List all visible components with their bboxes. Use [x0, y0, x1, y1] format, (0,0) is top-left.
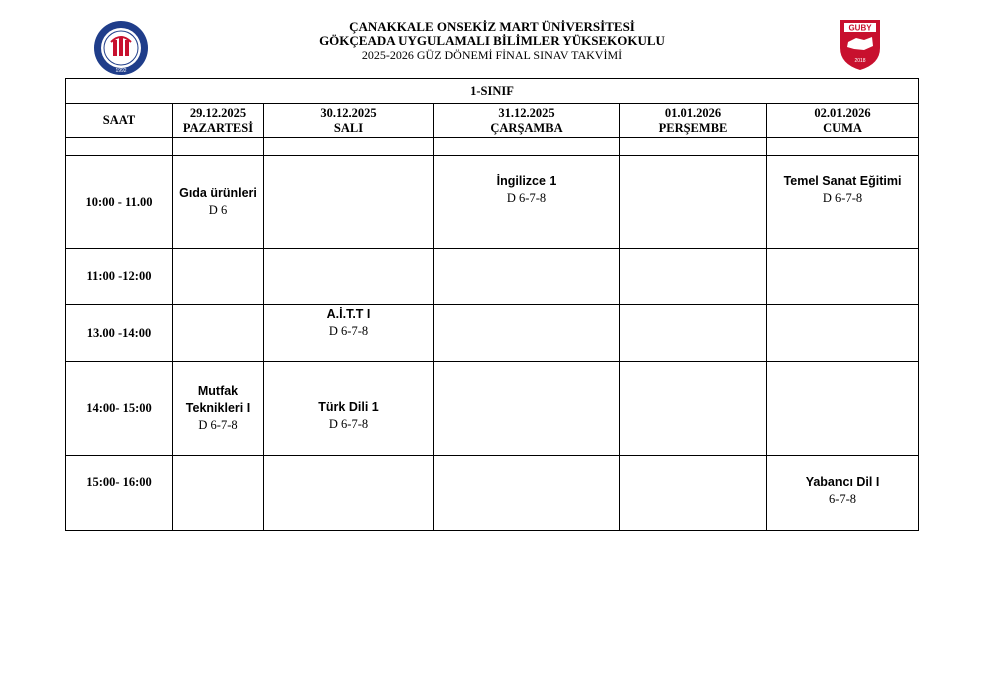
- course-name: Temel Sanat Eğitimi: [783, 174, 902, 188]
- exam-cell: [264, 305, 434, 362]
- day-name: ÇARŞAMBA: [490, 120, 563, 135]
- exam-cell: [173, 249, 264, 305]
- course-name-line2: Teknikleri I: [185, 401, 251, 415]
- time-slot: 15:00- 16:00: [66, 456, 173, 531]
- time-slot: 11:00 -12:00: [66, 249, 173, 305]
- room-name: D 6-7-8: [822, 191, 863, 205]
- day-header: [264, 104, 434, 138]
- exam-cell: [620, 456, 767, 531]
- day-name: CUMA: [823, 120, 862, 135]
- class-title-row: [66, 79, 919, 104]
- day-date: 29.12.2025: [189, 105, 247, 120]
- day-header: [767, 104, 919, 138]
- class-title: 1-SINIF: [66, 79, 919, 104]
- exam-cell: [264, 362, 434, 456]
- shield-year-text: 2018: [854, 58, 866, 64]
- header-row: [66, 104, 919, 138]
- room-name: D 6-7-8: [198, 418, 238, 432]
- school-name: GÖKÇEADA UYGULAMALI BİLİMLER YÜKSEKOKULU: [319, 33, 665, 48]
- exam-cell: [264, 156, 434, 249]
- day-name: PAZARTESİ: [182, 120, 254, 135]
- time-row: [66, 456, 919, 531]
- course-name-line1: Mutfak: [197, 384, 239, 398]
- university-name: ÇANAKKALE ONSEKİZ MART ÜNİVERSİTESİ: [349, 19, 635, 34]
- time-slot: 13.00 -14:00: [66, 305, 173, 362]
- course-name: Gıda ürünleri: [179, 186, 257, 200]
- shield-text: GUBY: [848, 23, 872, 33]
- exam-cell: [434, 249, 620, 305]
- exam-cell: [767, 156, 919, 249]
- time-row: [66, 156, 919, 249]
- exam-cell: [620, 249, 767, 305]
- exam-cell: [434, 305, 620, 362]
- exam-cell: [767, 305, 919, 362]
- course-name: Türk Dili 1: [318, 400, 379, 414]
- course-name: İngilizce 1: [496, 174, 557, 188]
- day-header: [434, 104, 620, 138]
- room-name: D 6-7-8: [506, 191, 547, 205]
- time-row: [66, 249, 919, 305]
- day-date: 31.12.2025: [498, 105, 555, 120]
- spacer-row: [66, 138, 919, 156]
- empty-cell: [620, 138, 767, 156]
- room-name: 6-7-8: [828, 492, 857, 506]
- exam-cell: [620, 305, 767, 362]
- document-header: [0, 20, 984, 62]
- exam-cell: [620, 156, 767, 249]
- room-name: D 6-7-8: [328, 324, 369, 338]
- time-row: [66, 305, 919, 362]
- exam-cell: [620, 362, 767, 456]
- empty-cell: [173, 138, 264, 156]
- day-name: SALI: [333, 120, 364, 135]
- exam-cell: [434, 362, 620, 456]
- empty-cell: [767, 138, 919, 156]
- course-name: A.İ.T.T I: [326, 307, 371, 321]
- exam-cell: [767, 249, 919, 305]
- course-name: Yabancı Dil I: [805, 475, 880, 489]
- exam-cell: [767, 362, 919, 456]
- exam-cell: [434, 456, 620, 531]
- exam-cell: [173, 156, 264, 249]
- day-header: [173, 104, 264, 138]
- exam-cell: [434, 156, 620, 249]
- room-name: D 6-7-8: [328, 417, 369, 431]
- exam-cell: [173, 305, 264, 362]
- saat-header: SAAT: [66, 104, 173, 138]
- time-slot: 10:00 - 11.00: [66, 156, 173, 249]
- room-name: D 6: [208, 203, 228, 217]
- day-date: 01.01.2026: [664, 105, 722, 120]
- exam-cell: [173, 456, 264, 531]
- seal-year-text: 1992: [115, 68, 127, 74]
- exam-cell: [264, 249, 434, 305]
- empty-cell: [434, 138, 620, 156]
- empty-cell: [66, 138, 173, 156]
- exam-schedule-table: [65, 78, 919, 531]
- exam-cell: [264, 456, 434, 531]
- time-slot: 14:00- 15:00: [66, 362, 173, 456]
- day-date: 02.01.2026: [814, 105, 871, 120]
- day-date: 30.12.2025: [320, 105, 377, 120]
- exam-schedule-title: 2025-2026 GÜZ DÖNEMİ FİNAL SINAV TAKVİMİ: [361, 48, 623, 62]
- day-name: PERŞEMBE: [658, 120, 728, 135]
- exam-cell: [173, 362, 264, 456]
- empty-cell: [264, 138, 434, 156]
- time-row: [66, 362, 919, 456]
- exam-cell: [767, 456, 919, 531]
- day-header: [620, 104, 767, 138]
